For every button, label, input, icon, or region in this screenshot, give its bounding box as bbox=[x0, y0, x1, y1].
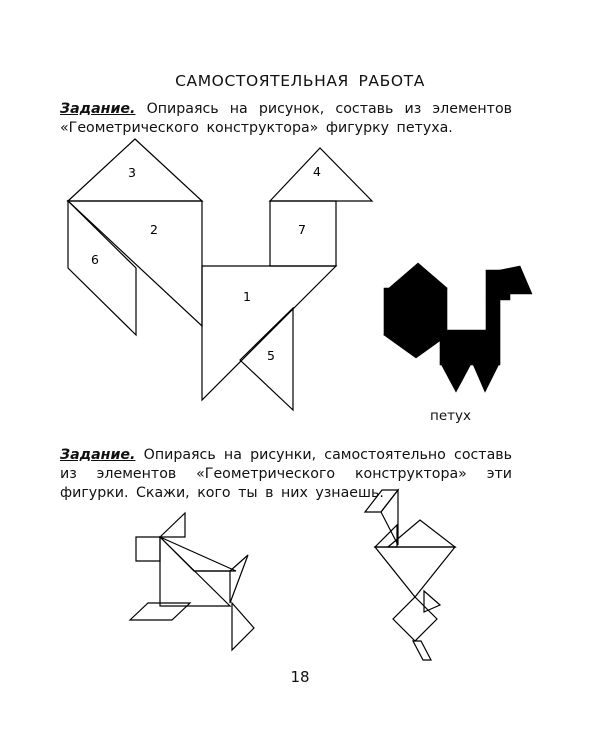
rooster-label-3: 3 bbox=[128, 165, 136, 180]
rooster-label-1: 1 bbox=[243, 289, 251, 304]
rooster-label-6: 6 bbox=[91, 252, 99, 267]
animal2-beak-parallelogram bbox=[365, 490, 398, 512]
animal2-head-triangle bbox=[381, 490, 398, 545]
task-1-label: Задание. bbox=[60, 101, 136, 117]
page-number: 18 bbox=[290, 668, 310, 686]
animal2-leg-square bbox=[393, 597, 437, 641]
rooster-label-2: 2 bbox=[150, 222, 158, 237]
task-2-text: Опираясь на рисунки, самостоятельно составь из элементов «Геометрического конструктора» эти фигурки. Скажи, кого ты в них узнаешь. bbox=[60, 447, 512, 501]
page-title: САМОСТОЯТЕЛЬНАЯ РАБОТА bbox=[175, 72, 425, 90]
rooster-label-7: 7 bbox=[298, 222, 306, 237]
rooster-label-4: 4 bbox=[313, 164, 321, 179]
task-2-label: Задание. bbox=[60, 447, 136, 463]
animal2-body-large-triangle bbox=[375, 547, 455, 597]
rooster-label-5: 5 bbox=[267, 348, 275, 363]
animal2-foot-parallelogram bbox=[413, 641, 431, 660]
silhouette-caption: петух bbox=[430, 408, 471, 424]
task-1-text: Опираясь на рисунок, составь из элементов «Геометрического конструктора» фигурку петуха. bbox=[60, 101, 512, 136]
